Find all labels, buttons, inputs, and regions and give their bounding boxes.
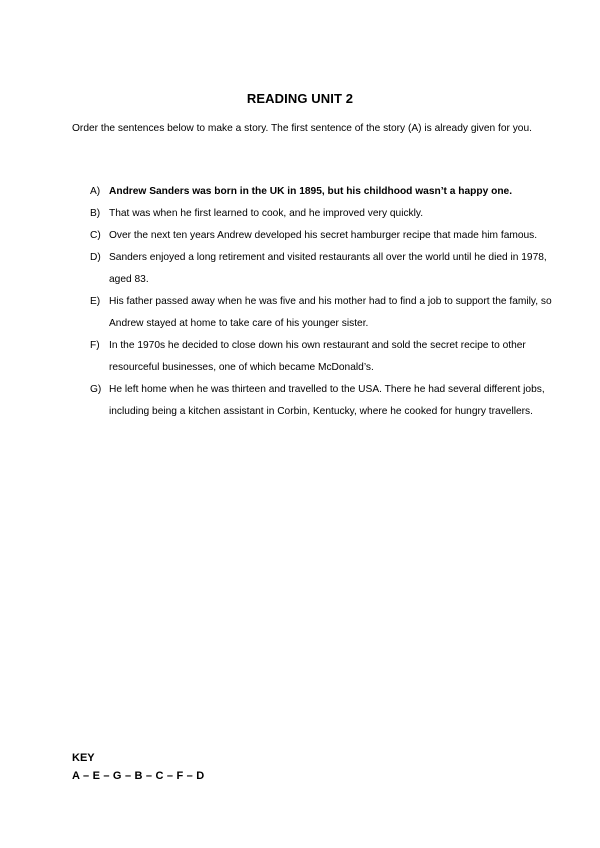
sentence-text: He left home when he was thirteen and travelled to the USA. There he had several different jobs, including being a kitchen assistant in Corbin, Kentucky, where he cooked for hungry travellers. — [109, 384, 545, 417]
sentence-item-b — [72, 203, 572, 225]
sentence-item-c — [72, 225, 572, 247]
answer-key-sequence: A – E – G – B – C – F – D — [72, 770, 205, 782]
sentence-list — [72, 181, 572, 423]
sentence-item-e — [72, 291, 572, 335]
sentence-item-g — [72, 379, 572, 423]
sentence-text: In the 1970s he decided to close down his own restaurant and sold the secret recipe to other resourceful businesses, one of which became McDonald’s. — [109, 340, 526, 373]
sentence-item-d — [72, 247, 572, 291]
sentence-letter: B) — [90, 208, 101, 219]
instructions-text: Order the sentences below to make a story. The first sentence of the story (A) is already given for you. — [72, 123, 532, 134]
sentence-letter: D) — [90, 252, 101, 263]
sentence-text: His father passed away when he was five and his mother had to find a job to support the family, so Andrew stayed at home to take care of his younger sister. — [109, 296, 552, 329]
sentence-letter: G) — [90, 384, 102, 395]
answer-key-label: KEY — [72, 752, 95, 764]
page-title: READING UNIT 2 — [246, 91, 354, 106]
sentence-item-a — [72, 181, 572, 203]
sentence-text: Andrew Sanders was born in the UK in 1895, but his childhood wasn’t a happy one. — [109, 186, 513, 197]
sentence-letter: F) — [90, 340, 100, 351]
sentence-text: Sanders enjoyed a long retirement and visited restaurants all over the world until he died in 1978, aged 83. — [109, 252, 547, 285]
sentence-letter: E) — [90, 296, 101, 307]
sentence-item-f — [72, 335, 572, 379]
sentence-text: That was when he first learned to cook, and he improved very quickly. — [109, 208, 424, 219]
sentence-text: Over the next ten years Andrew developed his secret hamburger recipe that made him famous. — [109, 230, 538, 241]
sentence-letter: C) — [90, 230, 101, 241]
sentence-letter: A) — [90, 186, 101, 197]
